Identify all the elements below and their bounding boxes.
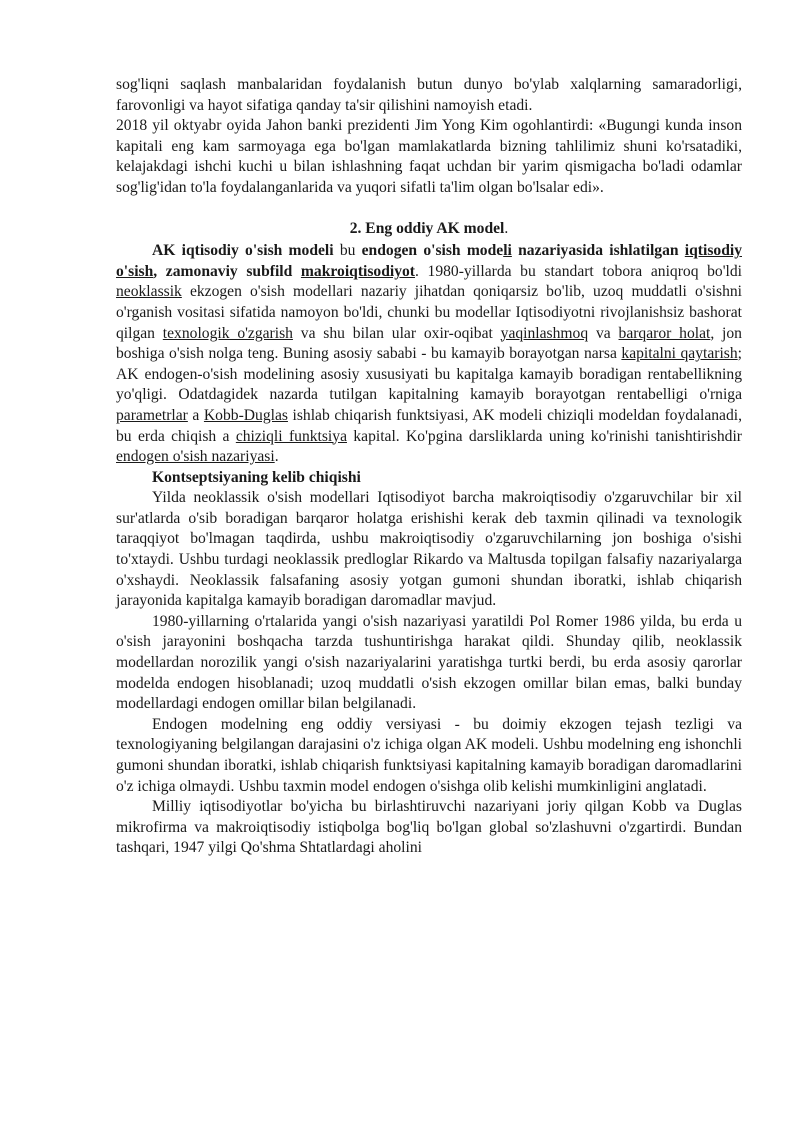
text-run: .	[274, 448, 279, 466]
text-run: ekzogen o'sish modellari nazariy jihatdan qoniqarsiz bo'lib, uzoq muddatli o'sishni o'rganish vositasi sifatida namoyon bo'ldi, chunki bu modellar Iqtisodiyotni rivojlanishsiz bashorat qilgan	[116, 283, 742, 342]
document-page	[116, 75, 742, 859]
text-run: va shu bilan ular oxir-oqibat	[292, 324, 501, 342]
link-parametrlar[interactable]: parametrlar	[116, 406, 188, 424]
link-yaqinlashmoq[interactable]: yaqinlashmoq	[500, 324, 589, 342]
link-kapitalni-qaytarish[interactable]: kapitalni qaytarish	[621, 345, 738, 363]
text-run: , zamonaviy subfild	[153, 262, 301, 280]
link-iqtisodiy-osish[interactable]: iqtisodiy o'sish	[116, 242, 742, 280]
link-chiziqli-funktsiya[interactable]: chiziqli funktsiya	[235, 427, 347, 445]
link-neoklassik[interactable]: neoklassik	[116, 283, 182, 301]
link-barqaror-holat[interactable]: barqaror holat	[618, 324, 711, 342]
paragraph-ak-model	[116, 241, 742, 468]
paragraph-intro-continued: sog'liqni saqlash manbalaridan foydalanish butun dunyo bo'ylab xalqlarning samaradorligi, farovonligi va hayot sifatiga qanday ta'sir qilishini namoyish etadi.	[116, 76, 742, 114]
section-heading-text: 2. Eng oddiy AK model	[349, 219, 505, 237]
paragraph-gap	[116, 199, 742, 217]
link-endogen-osish-nazariyasi[interactable]: endogen o'sish nazariyasi	[116, 448, 275, 466]
subsection-heading: Kontseptsiyaning kelib chiqishi	[152, 468, 361, 486]
paragraph-world-bank-quote: 2018 yil oktyabr oyida Jahon banki prezidenti Jim Yong Kim ogohlantirdi: «Bugungi kunda inson kapitali eng kam sarmoyaga ega bo'lgan mamlakatlarda bizning tahlilimiz shuni ko'rsatadiki, kelajakdagi ishchi kuchi u bilan ishlashning faqat uchdan bir yarim qismigacha bo'ladi odamlar sog'lig'idan to'la foydalanganlarida va yuqori sifatli ta'lim olgan bo'lsalar edi».	[116, 117, 742, 196]
text-run: kapital. Ko'pgina darsliklarda uning ko'rinishi tanishtirishdir	[347, 427, 742, 445]
text-run: nazariyasida ishlatilgan	[511, 242, 685, 260]
text-run: va	[588, 324, 619, 342]
section-heading-period: .	[504, 219, 509, 237]
ak-model-term: AK iqtisodiy o'sish modeli	[152, 242, 334, 260]
paragraph-cobb-douglas: Milliy iqtisodiyotlar bo'yicha bu birlashtiruvchi nazariyani joriy qilgan Kobb va Duglas mikrofirma va makroiqtisodiy istiqbolga bog'liq bo'lgan global so'zlashuvni o'zgartirdi. Bundan tashqari, 1947 yilgi Qo'shma Shtatlardagi aholini	[116, 798, 742, 857]
endogen-growth-term: endogen o'sish mode	[361, 242, 504, 260]
paragraph-neoclassical: Yilda neoklassik o'sish modellari Iqtisodiyot barcha makroiqtisodiy o'zgaruvchilar bir xil sur'atlarda o'sib boradigan barqaror holatga erishishi kerak deb taxmin qilinadi va texnologik taraqqiyot bo'lmagan taqdirda, ushbu makroiqtisodiy o'zgaruvchilarning jon boshiga o'sishi to'xtaydi. Ushbu turdagi neoklassik predloglar Rikardo va Maltusda topilgan falsafiy nazariyalarga o'xshaydi. Neoklassik falsafaning asosiy yotgan gumoni shundan iboratki, ishlab chiqarish jarayonida kapitalga kamayib boradigan daromadlar mavjud.	[116, 489, 742, 610]
paragraph-simplest-endogen-model: Endogen modelning eng oddiy versiyasi - bu doimiy ekzogen tejash tezligi va texnologiyaning belgilangan darajasini o'z ichiga olgan AK modeli. Ushbu modelning eng ishonchli gumoni shundan iboratki, ishlab chiqarish funktsiyasi kapitalning kamayib boradigan daromadlarini o'z ichiga olmaydi. Ushbu taxmin model endogen o'sishga olib kelishi mumkinligini anglatadi.	[116, 715, 742, 795]
text-run: a	[187, 406, 204, 424]
text-run: . 1980-yillarda bu standart tobora aniqroq bo'ldi	[415, 262, 742, 280]
text-run: bu	[333, 242, 362, 260]
link-makroiqtisodiyot[interactable]: makroiqtisodiyot	[300, 262, 416, 280]
link-texnologik-ozgarish[interactable]: texnologik o'zgarish	[162, 324, 293, 342]
text-run: ; AK endogen-o'sish modelining asosiy xususiyati bu kapitalga kamayib boradigan rentabellikning yo'qligi. Odatdagidek nazarda tutilgan kapitalning kamayib borayotgan rentabelligi o'rniga	[116, 345, 743, 404]
link-kobb-duglas[interactable]: Kobb-Duglas	[203, 406, 288, 424]
text-run: ishlab chiqarish funktsiyasi, AK modeli chiziqli modeldan foydalanadi, bu erda chiqish a	[116, 406, 742, 445]
paragraph-new-growth-theory: 1980-yillarning o'rtalarida yangi o'sish nazariyasi yaratildi Pol Romer 1986 yilda, bu erda u o'sish jarayonini boshqacha tarzda tushuntirishga harakat qildi. Shunday qilib, neoklassik modellardan norozilik yangi o'sish nazariyalarini yaratishga turtki berdi, bu erda asosiy qarorlar modelda endogen hisoblanadi; uzoq muddatli o'sish ekzogen omillar bilan emas, balki bunday modellardagi endogen omillar bilan belgilanadi.	[116, 612, 742, 713]
text-run: , jon boshiga o'sish nolga teng. Buning asosiy sababi - bu kamayib borayotgan narsa	[116, 324, 742, 363]
link-modeli[interactable]: li	[503, 242, 512, 260]
section-heading	[116, 219, 742, 240]
